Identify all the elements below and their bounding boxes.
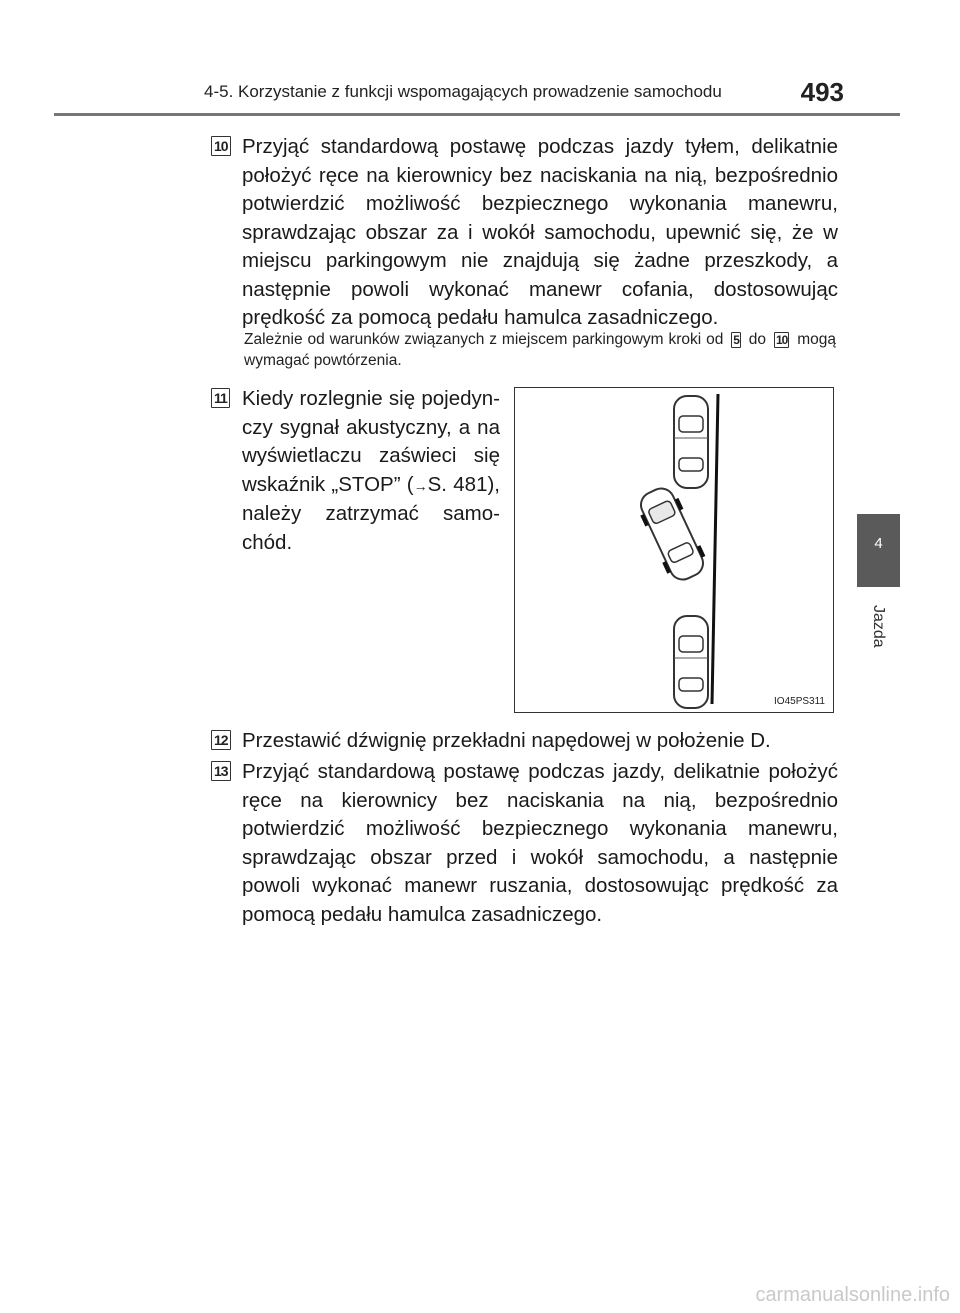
header-rule [54,113,900,116]
parked-car-bottom-icon [674,616,708,708]
step-number-badge: 13 [211,761,231,781]
note-text-2: do [748,331,767,348]
page-number: 493 [800,77,844,107]
watermark: carmanualsonline.info [755,1284,950,1306]
step-text-before: Kiedy rozlegnie się pojedynczy sygnał akustyczny, a na wyświetlaczu zaświeci się wskaźnik „STOP” ( [242,387,500,496]
step-note [244,329,836,371]
step-text: Przyjąć standardową postawę podczas jazdy tyłem, delikatnie położyć ręce na kierownicy bez naciskania na nią, bezpośrednio potwierdzić możliwość bezpiecznego wykonania manewru, sprawdzając obszar za i wokół samochodu, upewnić się, że w miejscu parkingowym nie znajdują się żadne przeszkody, a następnie powoli wykonać manewr cofania, dostosowując prędkość za pomocą pedału hamulca zasadniczego. [242,135,838,329]
step-number-badge: 12 [211,730,231,750]
parked-car-top-icon [674,396,708,488]
step-text [242,385,500,557]
running-header: 4-5. Korzystanie z funkcji wspomagających prowadzenie samochodu [204,82,722,101]
parking-boundary-line [712,394,718,704]
step-text: Przestawić dźwignię przekładni napędowej w położenie D. [242,729,771,752]
step-number-badge: 10 [211,136,231,156]
figure-code: IO45PS311 [774,696,825,707]
step-text-after: S. 481), należy zatrzymać samochód. [242,472,500,554]
parking-illustration [514,387,834,713]
step-number-badge: 11 [211,388,230,408]
chapter-tab[interactable] [857,514,900,587]
chapter-number: 4 [874,535,883,552]
note-text-3: mogą wymagać powtórzenia. [244,331,836,369]
note-text-1: Zależnie od warunków związanych z miejscem parkingowym kroki od [244,331,724,348]
chapter-label: Jazda [870,604,887,648]
note-badge-10: 10 [775,333,788,347]
note-badge-5: 5 [733,333,739,347]
step-text: Przyjąć standardową postawę podczas jazdy, delikatnie położyć ręce na kierownicy bez naciskania na nią, bezpośrednio potwierdzić możliwość bezpiecznego wykonania manewru, sprawdzając obszar przed i wokół samochodu, a następnie powoli wykonać manewr ruszania, dostosowując prędkość za pomocą pedału hamulca zasadniczego. [242,760,838,926]
reference-arrow-icon: → [413,477,428,494]
reversing-car-icon [635,483,709,584]
parking-diagram [515,388,835,714]
